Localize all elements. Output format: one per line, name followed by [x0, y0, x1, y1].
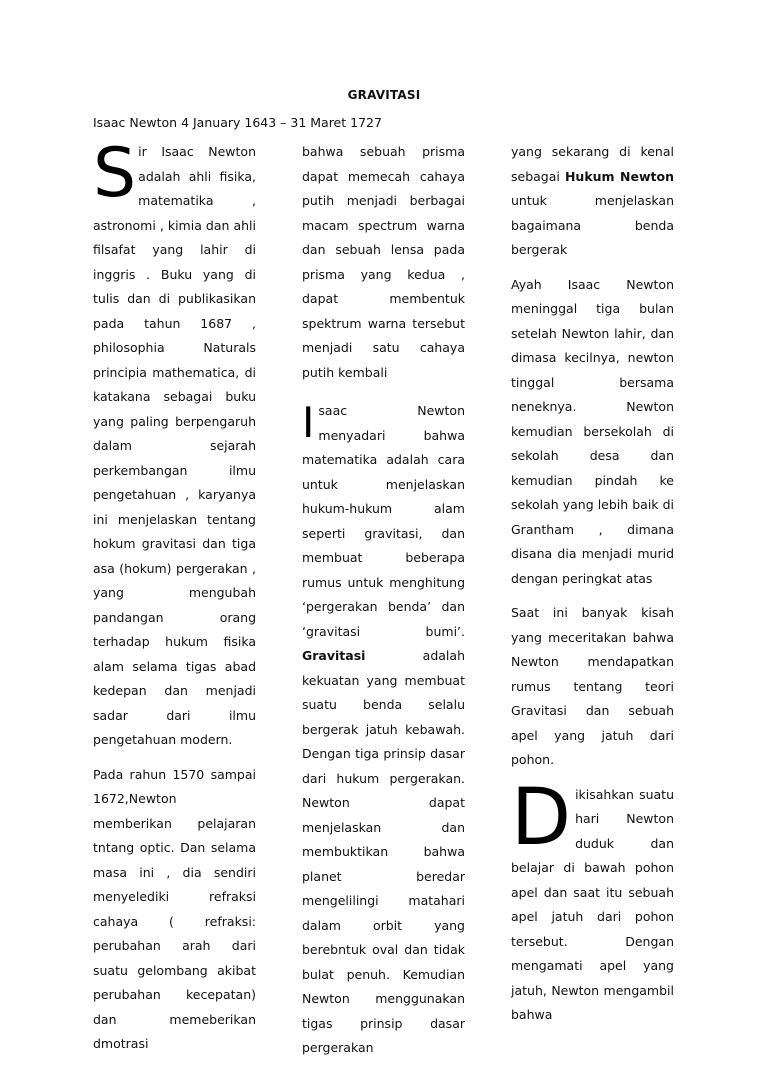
- paragraph-text: bahwa sebuah prisma dapat memecah cahaya putih menjadi berbagai macam spectrum warna dan sebuah lensa pada prisma yang kedua , dapat membentuk spektrum warna tersebut menjadi satu cahaya putih kembali: [302, 144, 465, 380]
- paragraph-text: Saat ini banyak kisah yang meceritakan bahwa Newton mendapatkan rumus tentang teori Gravitasi dan sebuah apel yang jatuh dari pohon.: [511, 605, 674, 767]
- drop-cap: S: [93, 134, 137, 213]
- paragraph-text: Pada rahun 1570 sampai 1672,Newton memberikan pelajaran tntang optic. Dan selama masa ini , dia sendiri menyelediki refraksi cahaya ( refraksi: perubahan arah dari suatu gelombang akibat perubahan kecepatan) dan memeberikan dmotrasi: [93, 766, 256, 1051]
- text-column-3: [511, 140, 674, 1038]
- paragraph-text: untuk menjelaskan bagaimana benda bergerak: [511, 193, 674, 257]
- drop-cap: D: [511, 772, 572, 863]
- paragraph: [302, 399, 465, 1061]
- paragraph-text: yang sekarang di kenal sebagai: [511, 144, 674, 184]
- paragraph-text: adalah kekuatan yang membuat suatu benda selalu bergerak jatuh kebawah. Dengan tiga prinsip dasar dari hukum pergerakan. Newton dapat menjelaskan dan membuktikan bahwa planet beredar mengelilingi matahari dalam orbit yang berebntuk oval dan tidak bulat penuh. Kemudian Newton menggunakan tigas prinsip dasar pergerakan: [302, 648, 465, 1055]
- paragraph-text: saac Newton menyadari bahwa matematika adalah cara untuk menjelaskan hukum-hukum alam seperti gravitasi, dan membuat beberapa rumus untuk menghitung ‘pergerakan benda’ dan ‘gravitasi bumi’.: [302, 403, 465, 639]
- text-column-2: [302, 140, 465, 1071]
- paragraph-text: Ayah Isaac Newton meninggal tiga bulan setelah Newton lahir, dan dimasa kecilnya, newton tinggal bersama neneknya. Newton kemudian bersekolah di sekolah desa dan kemudian pindah ke sekolah yang lebih baik di Grantham , dimana disana dia menjadi murid dengan peringkat atas: [511, 276, 674, 586]
- paragraph: [511, 273, 674, 592]
- paragraph-text: ikisahkan suatu hari Newton duduk dan belajar di bawah pohon apel dan saat itu sebuah apel jatuh dari pohon tersebut. Dengan mengamati apel yang jatuh, Newton mengambil bahwa: [511, 786, 674, 1022]
- text-column-1: [93, 134, 256, 1067]
- document-subtitle: Isaac Newton 4 January 1643 – 31 Maret 1727: [93, 115, 382, 130]
- paragraph: [511, 140, 674, 263]
- paragraph: [511, 601, 674, 773]
- paragraph: [302, 140, 465, 385]
- bold-term: Gravitasi: [302, 648, 366, 663]
- paragraph: [93, 134, 256, 753]
- document-title: GRAVITASI: [347, 88, 421, 102]
- paragraph: [93, 763, 256, 1057]
- bold-term: Hukum Newton: [564, 168, 674, 184]
- paragraph-text: ir Isaac Newton adalah ahli fisika, matematika , astronomi , kimia dan ahli filsafat yang lahir di inggris . Buku yang di tulis dan di publikasikan pada tahun 1687 , philosophia Naturals principia mathematica, di katakana sebagai buku yang paling berpengaruh dalam sejarah perkembangan ilmu pengetahuan , karyanya ini menjelaskan tentang hokum gravitasi dan tiga asa (hokum) pergerakan , yang mengubah pandangan orang terhadap hukum fisika alam selama tigas abad kedepan dan menjadi sadar dari ilmu pengetahuan modern.: [93, 144, 256, 747]
- drop-cap: I: [302, 398, 315, 447]
- paragraph: [511, 772, 674, 1028]
